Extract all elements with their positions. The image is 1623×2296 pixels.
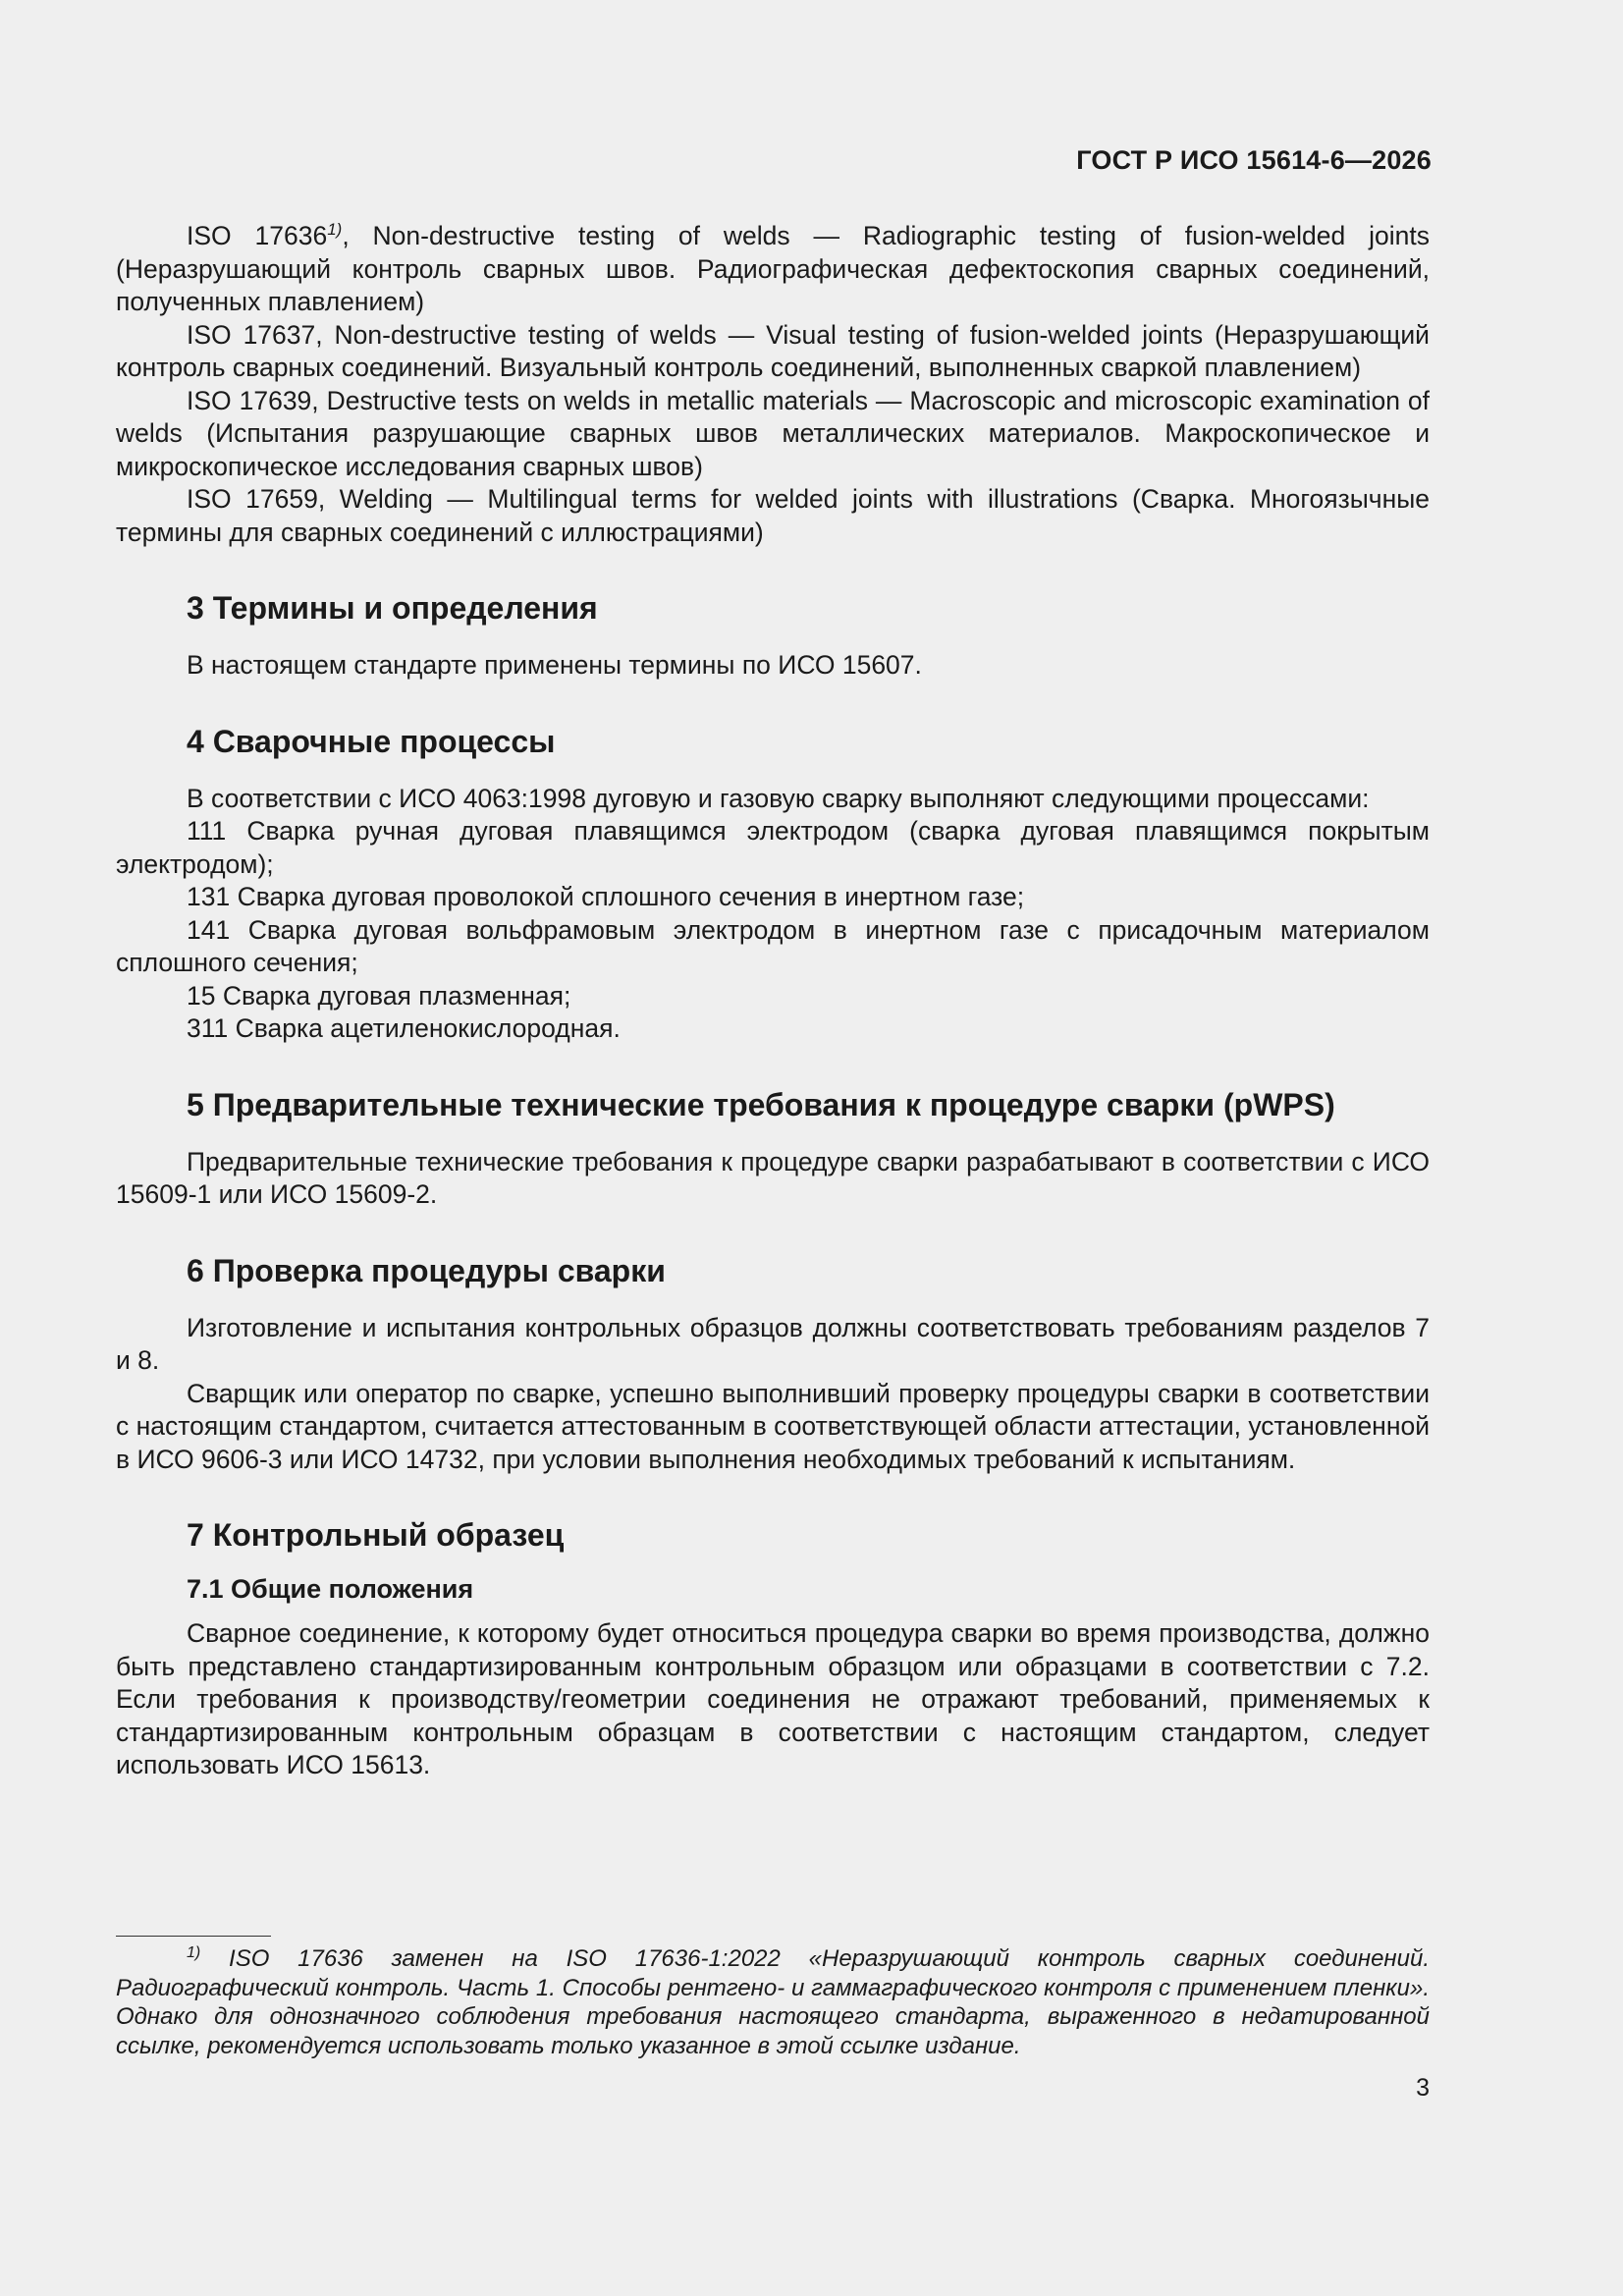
section-6-heading: 6 Проверка процедуры сварки: [187, 1252, 666, 1288]
section-7-heading: 7 Контрольный образец: [187, 1517, 565, 1553]
section-3-paragraph: В настоящем стандарте применены термины по ИСО 15607.: [187, 650, 922, 680]
footnote-number: 1): [187, 1944, 201, 1961]
process-item-311: 311 Сварка ацетиленокислородная.: [187, 1013, 621, 1043]
section-6-paragraph-2: Сварщик или оператор по сварке, успешно выполнивший проверку процедуры сварки в соответствии с настоящим стандартом, считается аттестованным в соответствующей области аттестации, установленной в ИСО 9606-3 или ИСО 14732, при условии выполнения необходимых требований к испытаниям.: [116, 1378, 1430, 1474]
footnote: [116, 1944, 1430, 2060]
reference-iso-17636: [116, 220, 1430, 319]
main-content: [116, 220, 1430, 1782]
section-6-paragraph-1: Изготовление и испытания контрольных образцов должны соответствовать требованиям разделов 7 и 8.: [116, 1312, 1430, 1375]
reference-iso-17659: ISO 17659, Welding — Multilingual terms for welded joints with illustrations (Сварка. Многоязычные термины для сварных соединений с иллюстрациями): [116, 484, 1430, 547]
section-4-heading: 4 Сварочные процессы: [187, 723, 556, 759]
section-7-1-paragraph: Сварное соединение, к которому будет относиться процедура сварки во время производства, должно быть представлено стандартизированным контрольным образцом или образцами в соответствии с 7.2. Если требования к производству/геометрии соединения не отражают требований, применяемых к стандартизированным контрольным образцам в соответствии с настоящим стандартом, следует использовать ИСО 15613.: [116, 1618, 1430, 1779]
section-4-intro: В соответствии с ИСО 4063:1998 дуговую и газовую сварку выполняют следующими процессами:: [187, 783, 1370, 813]
reference-code: ISO 17636: [187, 221, 328, 250]
standard-designation: ГОСТ Р ИСО 15614-6—2026: [1076, 145, 1432, 175]
section-3-heading: 3 Термины и определения: [187, 590, 598, 626]
section-5-heading: 5 Предварительные технические требования к процедуре сварки (pWPS): [187, 1086, 1335, 1122]
footnote-text: ISO 17636 заменен на ISO 17636-1:2022 «Неразрушающий контроль сварных соединений. Радиографический контроль. Часть 1. Способы рентгено- и гаммаграфического контроля с применением пленки». Однако для однозначного соблюдения требования настоящего стандарта, выраженного в недатированной ссылке, рекомендуется использовать только указанное в этой ссылке издание.: [116, 1945, 1430, 2059]
subsection-7-1-heading: 7.1 Общие положения: [187, 1574, 474, 1604]
reference-iso-17637: ISO 17637, Non-destructive testing of welds — Visual testing of fusion-welded joints (Неразрушающий контроль сварных соединений. Визуальный контроль соединений, выполненных сваркой плавлением): [116, 319, 1430, 382]
footnote-marker[interactable]: 1): [327, 220, 343, 239]
process-item-131: 131 Сварка дуговая проволокой сплошного сечения в инертном газе;: [187, 882, 1025, 911]
section-5-paragraph: Предварительные технические требования к процедуре сварки разрабатывают в соответствии с ИСО 15609-1 или ИСО 15609-2.: [116, 1146, 1430, 1209]
reference-iso-17639: ISO 17639, Destructive tests on welds in metallic materials — Macroscopic and microscopic examination of welds (Испытания разрушающие сварных швов металлических материалов. Макроскопическое и микроскопическое исследования сварных швов): [116, 385, 1430, 481]
reference-text: , Non-destructive testing of welds — Radiographic testing of fusion-welded joints (Неразрушающий контроль сварных швов. Радиографическая дефектоскопия сварных соединений, полученных плавлением): [116, 221, 1430, 316]
process-item-15: 15 Сварка дуговая плазменная;: [187, 980, 571, 1011]
process-item-141: 141 Сварка дуговая вольфрамовым электродом в инертном газе с присадочным материалом сплошного сечения;: [116, 914, 1430, 977]
process-item-111: 111 Сварка ручная дуговая плавящимся электродом (сварка дуговая плавящимся покрытым электродом);: [116, 816, 1430, 879]
footnote-divider: [116, 1936, 271, 1937]
page-number: 3: [1416, 2074, 1430, 2102]
